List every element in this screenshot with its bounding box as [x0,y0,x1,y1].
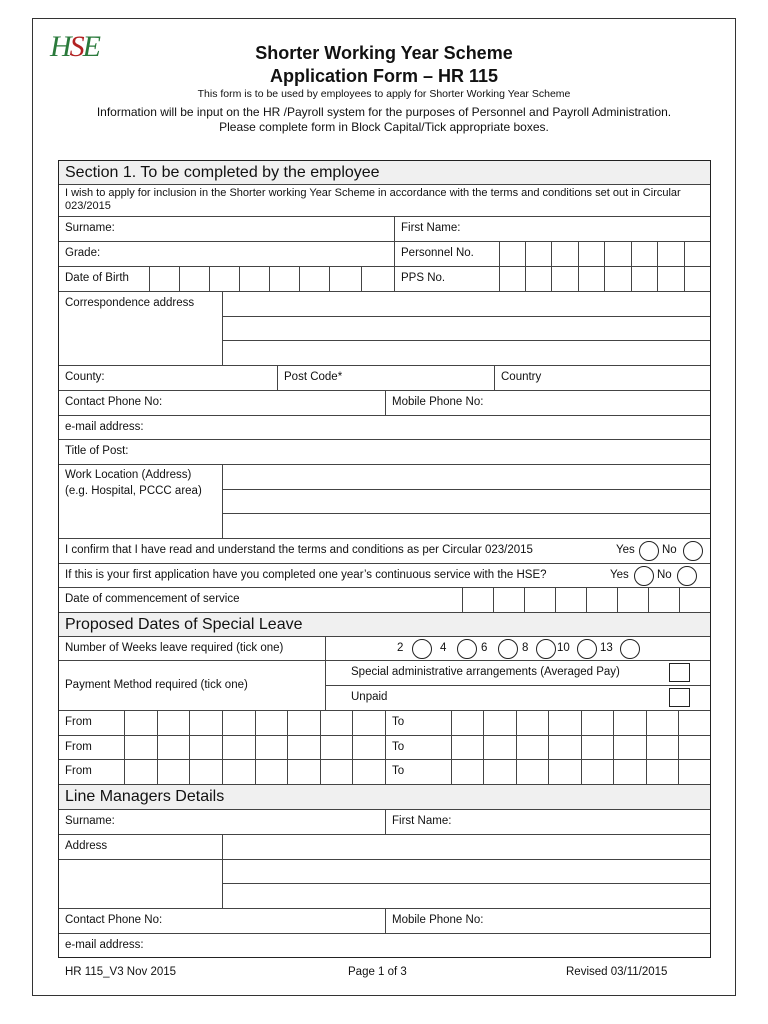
from-to-row [59,711,710,736]
commencement-digit-box[interactable] [462,588,493,612]
from-digit-box[interactable] [255,760,287,784]
manager-address-line-2[interactable] [222,860,710,884]
to-digit-box[interactable] [613,760,646,784]
from-digit-box[interactable] [287,760,320,784]
personnel-digit-box[interactable] [551,242,578,266]
manager-surname-row [59,810,710,835]
surname-row [59,217,710,242]
dob-digit-box[interactable] [329,267,361,291]
confirm-text: I confirm that I have read and understand the terms and conditions as per Circular 023/2015 [65,544,533,556]
to-digit-box[interactable] [548,736,581,759]
payment-unpaid-label: Unpaid [325,686,710,711]
dob-digit-box[interactable] [149,267,179,291]
pps-digit-box[interactable] [499,267,525,291]
to-digit-box[interactable] [451,711,483,735]
confirm-yes-radio[interactable] [639,541,659,561]
week-option-radio[interactable] [536,639,556,659]
form-info [0,105,768,135]
from-digit-box[interactable] [124,736,157,759]
manager-address-line-1[interactable] [222,835,710,860]
email-field[interactable]: e-mail address: [65,421,144,433]
section1-heading: Section 1. To be completed by the employee [59,161,710,184]
personnel-no-label: Personnel No. [394,242,499,266]
from-digit-box[interactable] [189,760,222,784]
from-digit-box[interactable] [320,711,352,735]
commencement-digit-box[interactable] [586,588,617,612]
weeks-options [325,637,710,660]
commencement-digit-box[interactable] [648,588,679,612]
confirm-no-radio[interactable] [683,541,703,561]
title-post-row [59,440,710,465]
hse-logo-mark: HSE [50,30,99,63]
from-label: From [65,741,92,753]
pps-digit-box[interactable] [525,267,551,291]
work-location-example: (e.g. Hospital, PCCC area) [65,485,202,497]
dob-label: Date of Birth [65,272,129,284]
commencement-digit-box[interactable] [493,588,524,612]
manager-heading: Line Managers Details [59,785,710,809]
week-option-radio[interactable] [498,639,518,659]
to-digit-box[interactable] [548,760,581,784]
work-location-line-3[interactable] [222,514,710,539]
payment-row [59,661,710,711]
dob-digit-box[interactable] [209,267,239,291]
to-label: To [385,736,451,759]
week-option-label: 4 [440,642,447,654]
info-line-2: Please complete form in Block Capital/Tick appropriate boxes. [219,120,549,134]
from-digit-box[interactable] [352,736,385,759]
to-digit-box[interactable] [678,760,710,784]
work-location-title: Work Location (Address) [65,469,192,481]
personnel-digit-box[interactable] [578,242,604,266]
weeks-label: Number of Weeks leave required (tick one) [65,642,284,654]
grade-row [59,242,710,267]
leave-heading: Proposed Dates of Special Leave [59,613,710,636]
to-label: To [385,760,451,784]
county-field[interactable]: County: [65,371,105,383]
week-option-radio[interactable] [457,639,477,659]
dob-digit-box[interactable] [361,267,394,291]
week-option-radio[interactable] [577,639,597,659]
personnel-digit-box[interactable] [525,242,551,266]
payment-label: Payment Method required (tick one) [65,679,248,691]
correspondence-label: Correspondence address [65,297,195,309]
to-digit-box[interactable] [678,736,710,759]
manager-mobile-phone-field[interactable]: Mobile Phone No: [385,909,710,933]
work-location-line-2[interactable] [222,490,710,514]
intro-text: I wish to apply for inclusion in the Shorter working Year Scheme in accordance with the terms and conditions set out in Circular 023/2015 [65,187,681,212]
to-digit-box[interactable] [581,736,613,759]
leave-heading-row [59,613,710,637]
correspondence-line-2[interactable] [222,317,710,341]
confirm-no-label: No [662,544,677,556]
footer-page: Page 1 of 3 [348,966,407,978]
from-digit-box[interactable] [124,711,157,735]
manager-phone-row [59,909,710,934]
form-title-code: Application Form – HR 115 [269,66,499,86]
application-form [58,160,711,958]
pps-digit-box[interactable] [684,267,710,291]
from-digit-box[interactable] [157,760,189,784]
from-label: From [65,765,92,777]
week-option-label: 2 [397,642,404,654]
to-digit-box[interactable] [483,711,516,735]
correspondence-line-3[interactable] [222,341,710,366]
to-digit-box[interactable] [516,736,548,759]
personnel-digit-box[interactable] [657,242,684,266]
correspondence-line-1[interactable] [222,292,710,317]
to-digit-box[interactable] [516,760,548,784]
manager-email-row [59,934,710,957]
week-option-radio[interactable] [620,639,640,659]
commencement-digit-box[interactable] [617,588,648,612]
week-option-label: 13 [600,642,613,654]
email-row [59,416,710,440]
from-digit-box[interactable] [189,711,222,735]
manager-heading-row [59,785,710,810]
week-option-label: 6 [481,642,488,654]
info-line-1: Information will be input on the HR /Payroll system for the purposes of Personnel and Payroll Administration. [96,105,672,119]
manager-address-label: Address [59,835,222,860]
from-digit-box[interactable] [222,760,255,784]
work-location-row [59,465,710,539]
dob-digit-box[interactable] [239,267,269,291]
from-digit-box[interactable] [255,711,287,735]
from-digit-box[interactable] [352,711,385,735]
week-option-label: 8 [522,642,529,654]
manager-address-line-3[interactable] [222,884,710,909]
from-to-row [59,736,710,760]
correspondence-row [59,292,710,366]
from-digit-box[interactable] [287,711,320,735]
manager-surname-field[interactable]: Surname: [65,815,115,827]
to-digit-box[interactable] [613,736,646,759]
commencement-label: Date of commencement of service [65,593,240,605]
from-digit-box[interactable] [320,760,352,784]
to-digit-box[interactable] [613,711,646,735]
payment-averaged-checkbox[interactable] [669,663,690,682]
first-app-no-radio[interactable] [677,566,697,586]
from-label: From [65,716,92,728]
commencement-digit-box[interactable] [679,588,710,612]
from-digit-box[interactable] [255,736,287,759]
from-to-row [59,760,710,785]
form-subtitle: This form is to be used by employees to apply for Shorter Working Year Scheme [197,88,571,100]
surname-field[interactable]: Surname: [65,222,115,234]
title-post-field[interactable]: Title of Post: [65,445,129,457]
footer-ref: HR 115_V3 Nov 2015 [65,966,177,978]
first-app-yes-label: Yes [610,569,629,581]
commencement-digit-box[interactable] [524,588,555,612]
dob-row [59,267,710,292]
manager-contact-phone-field[interactable]: Contact Phone No: [65,914,163,926]
confirm-yes-label: Yes [616,544,635,556]
to-digit-box[interactable] [483,736,516,759]
from-digit-box[interactable] [222,736,255,759]
to-digit-box[interactable] [646,736,678,759]
to-digit-box[interactable] [516,711,548,735]
from-digit-box[interactable] [157,711,189,735]
payment-unpaid-checkbox[interactable] [669,688,690,707]
personnel-digit-box[interactable] [499,242,525,266]
first-app-yes-radio[interactable] [634,566,654,586]
to-label: To [385,711,451,735]
pps-label: PPS No. [394,267,499,291]
to-digit-box[interactable] [483,760,516,784]
dob-digit-box[interactable] [179,267,209,291]
post-code-field[interactable]: Post Code* [277,366,494,390]
from-digit-box[interactable] [320,736,352,759]
intro-row [59,185,710,217]
from-digit-box[interactable] [222,711,255,735]
pps-digit-box[interactable] [551,267,578,291]
to-digit-box[interactable] [581,711,613,735]
to-digit-box[interactable] [451,736,483,759]
dob-digit-box[interactable] [299,267,329,291]
work-location-label [59,465,222,538]
form-title: Shorter Working Year Scheme [255,43,513,63]
commencement-row [59,588,710,613]
footer-revised: Revised 03/11/2015 [566,966,668,978]
manager-email-field[interactable]: e-mail address: [65,939,144,951]
manager-address-row [59,835,710,909]
personnel-digit-box[interactable] [604,242,631,266]
county-row [59,366,710,391]
section1-heading-row [59,161,710,185]
from-digit-box[interactable] [157,736,189,759]
country-field[interactable]: Country [494,366,710,390]
from-digit-box[interactable] [287,736,320,759]
first-app-text: If this is your first application have you completed one year’s continuous service with the HSE? [65,569,547,581]
phone-row [59,391,710,416]
to-digit-box[interactable] [451,760,483,784]
first-app-row [59,564,710,588]
to-digit-box[interactable] [581,760,613,784]
from-digit-box[interactable] [124,760,157,784]
to-digit-box[interactable] [646,760,678,784]
pps-digit-box[interactable] [578,267,604,291]
week-option-label: 10 [557,642,570,654]
mobile-phone-field[interactable]: Mobile Phone No: [385,391,710,415]
personnel-digit-box[interactable] [631,242,657,266]
dob-digit-box[interactable] [269,267,299,291]
pps-digit-box[interactable] [604,267,631,291]
grade-field[interactable]: Grade: [65,247,101,259]
manager-first-name-field[interactable]: First Name: [385,810,710,834]
personnel-digit-box[interactable] [684,242,710,266]
pps-digit-box[interactable] [631,267,657,291]
week-option-radio[interactable] [412,639,432,659]
to-digit-box[interactable] [548,711,581,735]
first-name-field[interactable]: First Name: [394,217,710,241]
weeks-row [59,637,710,661]
work-location-line-1[interactable] [222,465,710,490]
first-app-no-label: No [657,569,672,581]
pps-digit-box[interactable] [657,267,684,291]
to-digit-box[interactable] [678,711,710,735]
payment-averaged-label: Special administrative arrangements (Averaged Pay) [325,661,710,686]
from-digit-box[interactable] [189,736,222,759]
commencement-digit-box[interactable] [555,588,586,612]
confirm-row [59,539,710,564]
contact-phone-field[interactable]: Contact Phone No: [65,396,163,408]
to-digit-box[interactable] [646,711,678,735]
from-digit-box[interactable] [352,760,385,784]
